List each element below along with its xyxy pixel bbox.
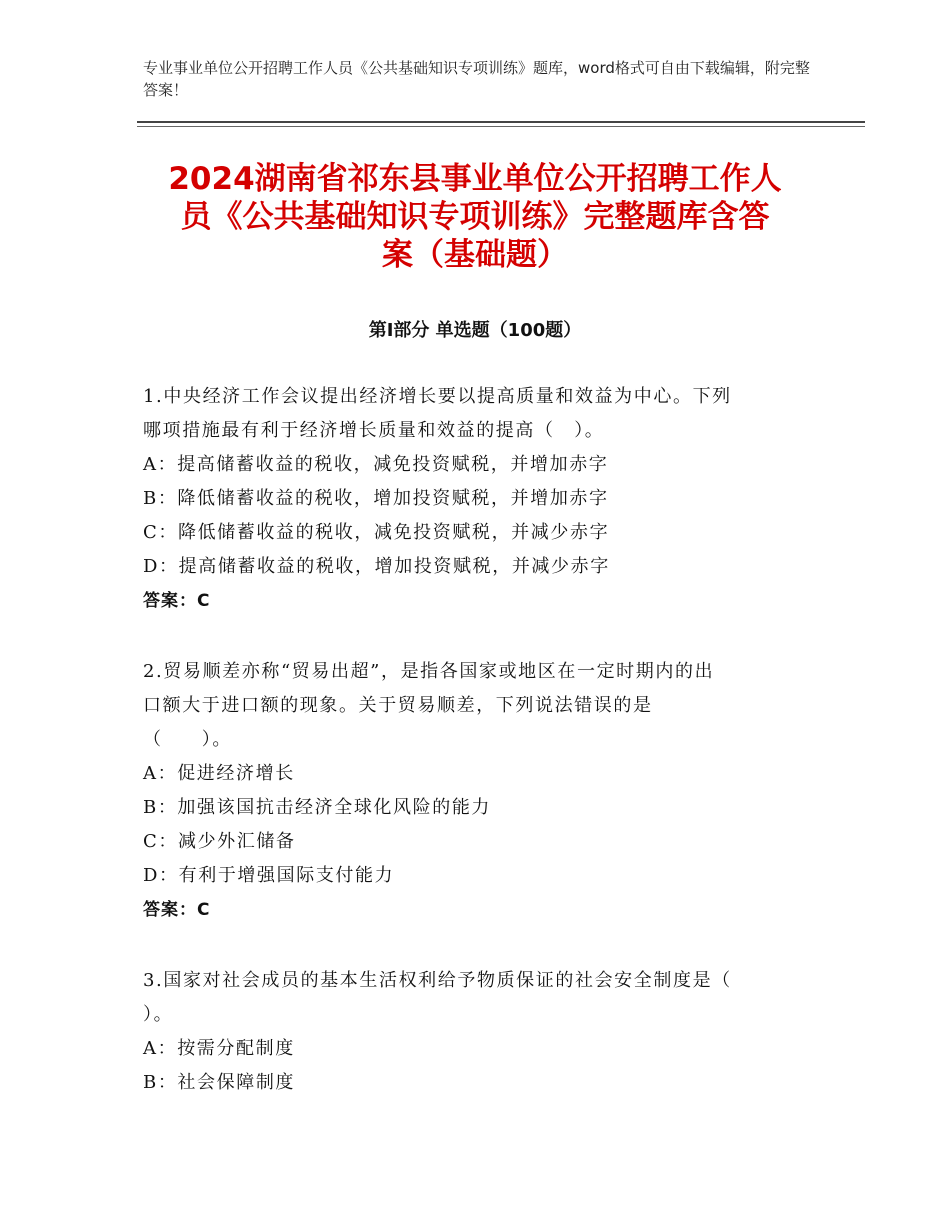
question-stem-line: 3.国家对社会成员的基本生活权利给予物质保证的社会安全制度是（ [143,970,732,991]
option-b: B：加强该国抗击经济全球化风险的能力 [143,797,492,818]
question-stem-line: 2.贸易顺差亦称“贸易出超”，是指各国家或地区在一定时期内的出 [143,661,715,682]
option-d: D：有利于增强国际支付能力 [143,865,395,886]
question-stem-line: 哪项措施最有利于经济增长质量和效益的提高（ ）。 [143,420,605,441]
option-a: A：按需分配制度 [143,1038,295,1059]
option-a: A：促进经济增长 [143,763,295,784]
section-title: 第Ⅰ部分 单选题（100题） [368,320,582,341]
option-d: D：提高储蓄收益的税收，增加投资赋税，并减少赤字 [143,556,610,577]
title-line: 员《公共基础知识专项训练》完整题库含答 [180,199,770,235]
option-b: B：社会保障制度 [143,1072,296,1093]
document-title [137,160,813,274]
option-c: C：降低储蓄收益的税收，减免投资赋税，并减少赤字 [143,522,610,543]
header-rule-thick [137,121,865,123]
question-stem-line: 1.中央经济工作会议提出经济增长要以提高质量和效益为中心。下列 [143,386,732,407]
header-rule-thin [137,126,865,127]
question-stem-line: 口额大于进口额的现象。关于贸易顺差，下列说法错误的是 [143,695,653,716]
question-1 [143,380,803,618]
question-stem-line: （ ）。 [143,729,232,750]
question-list [143,380,803,1137]
option-a: A：提高储蓄收益的税收，减免投资赋税，并增加赤字 [143,454,609,475]
question-stem-line: ）。 [143,1004,174,1025]
option-c: C：减少外汇储备 [143,831,296,852]
answer: 答案：C [143,900,211,920]
question-2 [143,655,803,927]
question-3 [143,964,803,1100]
title-line: 案（基础题） [382,237,568,273]
header-note: 专业事业单位公开招聘工作人员《公共基础知识专项训练》题库，word格式可自由下载编辑，附完整答案！ [143,59,810,99]
answer: 答案：C [143,591,211,611]
title-line: 2024湖南省祁东县事业单位公开招聘工作人 [168,161,782,197]
option-b: B：降低储蓄收益的税收，增加投资赋税，并增加赤字 [143,488,609,509]
